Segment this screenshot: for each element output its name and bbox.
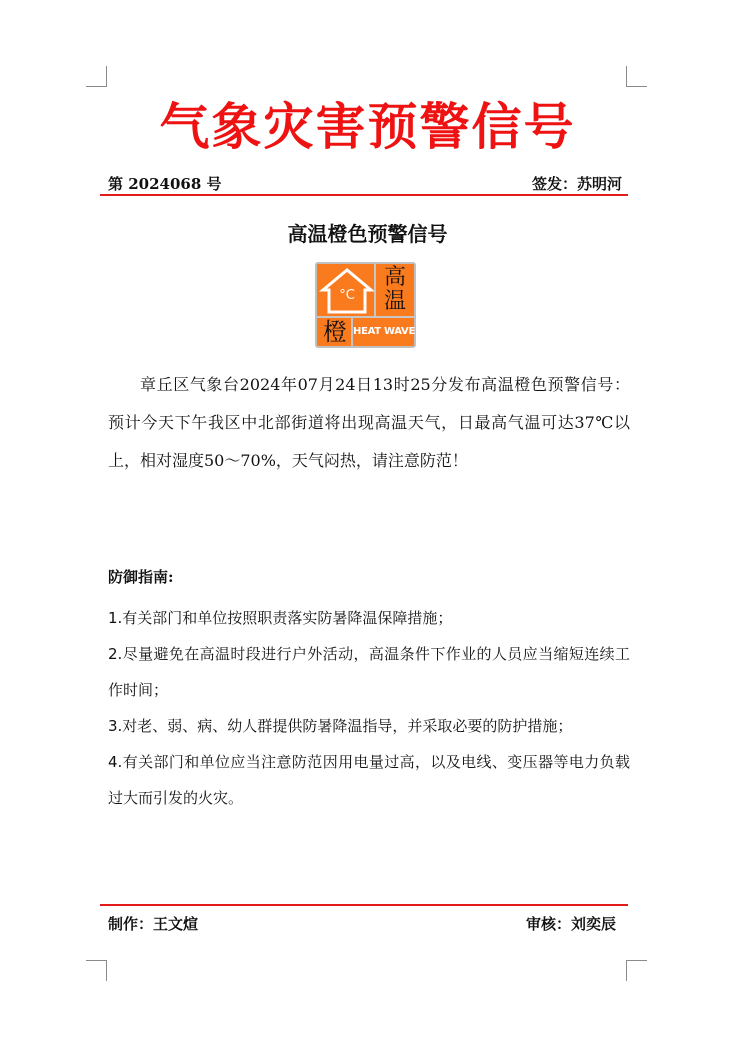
issue-number: 第 2024068 号: [108, 175, 222, 193]
masthead-title: 气象灾害预警信号: [159, 98, 576, 156]
heat-wave-orange-badge: [315, 262, 416, 348]
footer-reviewer: 审核：刘奕辰: [525, 915, 616, 933]
guide-item: 4.有关部门和单位应当注意防范因用电量过高，以及电线、变压器等电力负载过大而引发的火灾。: [108, 753, 630, 807]
issue-row: [108, 174, 622, 194]
badge-char-high: 高: [383, 265, 406, 290]
signal-title: 高温橙色预警信号: [287, 222, 448, 246]
issue-signer: 签发：苏明河: [531, 175, 622, 193]
guide-item: 3.对老、弱、病、幼人群提供防暑降温指导，并采取必要的防护措施；: [108, 717, 573, 735]
crop-mark-top-right: [626, 66, 647, 87]
warning-body: 章丘区气象台2024年07月24日13时25分发布高温橙色预警信号：预计今天下午我区中北部街道将出现高温天气，日最高气温可达37℃以上，相对湿度50～70%，天气闷热，请注意防范！: [108, 375, 630, 470]
crop-mark-bottom-right: [626, 960, 647, 981]
guide-list: [108, 600, 630, 816]
footer-maker: 制作：王文煊: [108, 915, 199, 933]
badge-level-char: 橙: [323, 318, 347, 346]
badge-english-label: HEAT WAVE: [353, 326, 415, 337]
crop-mark-top-left: [86, 66, 107, 87]
header-divider: [100, 194, 628, 196]
footer-row: [108, 912, 616, 936]
footer-divider: [100, 904, 628, 906]
guide-item: 2.尽量避免在高温时段进行户外活动，高温条件下作业的人员应当缩短连续工作时间；: [108, 645, 630, 699]
guide-heading: 防御指南:: [108, 568, 174, 586]
badge-divider-vertical: [374, 264, 376, 316]
badge-char-temp: 温: [383, 289, 406, 314]
badge-unit: °C: [339, 288, 355, 303]
crop-mark-bottom-left: [86, 960, 107, 981]
guide-item: 1.有关部门和单位按照职责落实防暑降温保障措施；: [108, 609, 453, 627]
